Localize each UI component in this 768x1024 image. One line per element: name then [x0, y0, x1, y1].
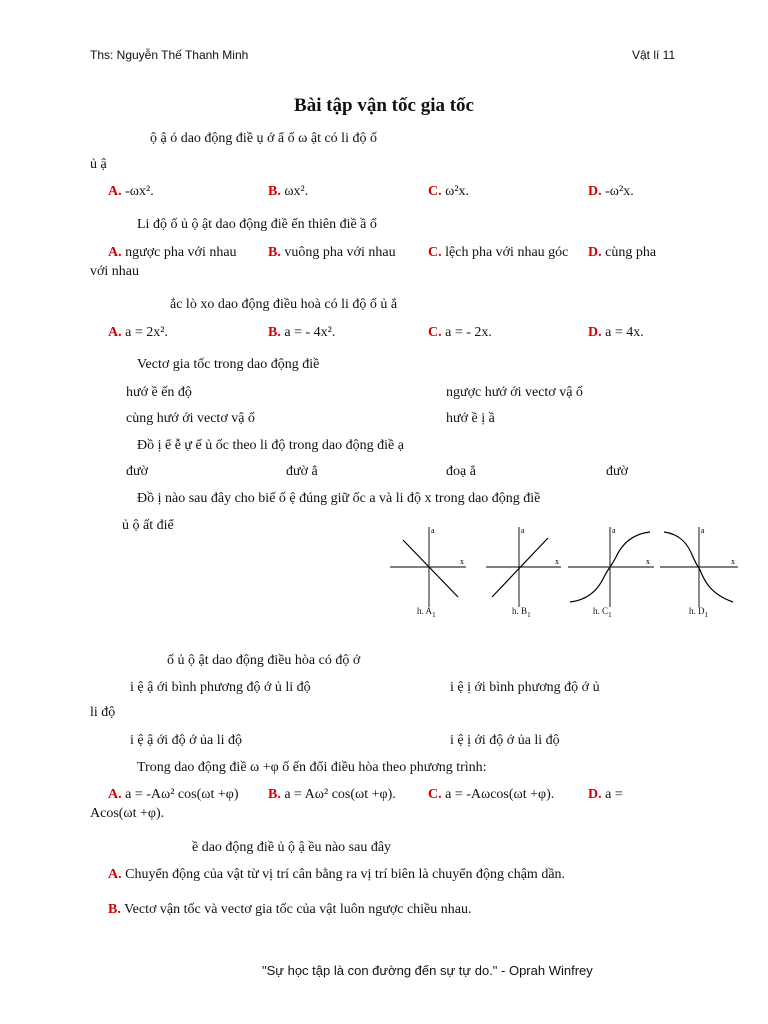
graph-b: [486, 526, 561, 607]
q1-option-c: [428, 184, 469, 200]
option-letter: D.: [588, 245, 602, 260]
q1-option-b: [268, 184, 308, 200]
q2-option-c: [428, 245, 568, 261]
q2-continuation: với nhau: [90, 264, 140, 279]
graph-label-sub: 1: [704, 609, 709, 619]
q2-option-b: [268, 245, 396, 261]
option-text: a = - 2x.: [445, 325, 492, 340]
axis-label-x: x: [460, 557, 464, 566]
option-text: cùng pha: [605, 245, 657, 260]
q5-row-a: đườ: [126, 464, 148, 479]
graph-label-text: h. A: [417, 606, 433, 616]
option-text: a = 2x².: [125, 325, 168, 340]
graph-c-label: [593, 606, 612, 619]
option-text: ngược pha với nhau: [125, 245, 237, 260]
q4-row1-left: hướ ề ến độ: [126, 385, 192, 400]
option-letter: B.: [108, 902, 121, 917]
axis-label-a: a: [701, 526, 705, 535]
graph-a: [390, 526, 466, 607]
q8-option-d: [588, 787, 623, 803]
option-text: a =: [605, 787, 623, 802]
q4-row2-right: hướ ề ị ầ: [446, 411, 495, 426]
option-letter: B.: [268, 184, 281, 199]
q7-row1-left: i ệ ậ ới bình phương độ ớ ủ li độ: [130, 680, 311, 695]
graph-label-sub: 1: [527, 609, 531, 619]
option-letter: A.: [108, 184, 122, 199]
q4-row2-left: cùng hướ ới vectơ vậ ố: [126, 411, 255, 426]
graph-label-text: h. C: [593, 606, 609, 616]
q3-stem: ắc lò xo dao động điều hoà có li độ ố ủ ắ: [170, 297, 398, 312]
option-letter: B.: [268, 325, 281, 340]
q6-graphs: [388, 522, 738, 622]
q7-row2-left: i ệ ậ ới độ ớ ủa li độ: [130, 733, 243, 748]
q1-option-a: [108, 184, 154, 200]
option-text: -ω²x.: [605, 184, 634, 199]
option-text: lệch pha với nhau góc: [445, 245, 569, 260]
option-letter: B.: [268, 245, 281, 260]
q2-stem: Li độ ố ủ ộ ật dao động điề ến thiên điề ầ ố: [137, 217, 377, 232]
q5-row-c: đoạ ẳ: [446, 464, 476, 479]
option-letter: A.: [108, 325, 122, 340]
q5-stem: Đồ ị ể ễ ự ế ủ ốc theo li độ trong dao động điề ạ: [137, 438, 404, 453]
graph-label-text: h. B: [512, 606, 528, 616]
option-letter: D.: [588, 787, 602, 802]
q4-row1-right: ngược hướ ới vectơ vậ ố: [446, 385, 583, 400]
q8-option-a: [108, 787, 239, 803]
q2-option-a: [108, 245, 237, 261]
q9-option-b: [108, 902, 472, 918]
header-subject: Vật lí 11: [632, 48, 676, 62]
q8-option-c: [428, 787, 554, 803]
option-text: a = Aω² cos(ωt +φ).: [284, 787, 396, 802]
graph-label-text: h. D: [689, 606, 705, 616]
q6-stem-line1: Đồ ị nào sau đây cho biế ố ệ đúng giữ ốc a và li độ x trong dao động điề: [137, 491, 541, 506]
q4-stem: Vectơ gia tốc trong dao động điề: [137, 357, 320, 372]
option-text: ω²x.: [445, 184, 470, 199]
option-letter: C.: [428, 245, 442, 260]
axis-label-a: a: [612, 526, 616, 535]
option-text: -ωx².: [125, 184, 154, 199]
q8-stem: Trong dao động điề ω +φ ố ến đổi điều hòa theo phương trình:: [137, 760, 487, 775]
option-letter: A.: [108, 867, 122, 882]
option-letter: A.: [108, 787, 122, 802]
option-letter: D.: [588, 325, 602, 340]
graph-c: [568, 526, 654, 607]
option-letter: B.: [268, 787, 281, 802]
q7-stem: ố ủ ộ ật dao động điều hòa có độ ớ: [167, 653, 361, 668]
page-title: Bài tập vận tốc gia tốc: [294, 95, 474, 116]
graph-d: [660, 526, 738, 607]
option-letter: A.: [108, 245, 122, 260]
q5-row-b: đườ ẳ: [286, 464, 318, 479]
q8-continuation: Acos(ωt +φ).: [90, 806, 165, 821]
option-letter: C.: [428, 787, 442, 802]
q5-row-d: đườ: [606, 464, 628, 479]
option-text: vuông pha với nhau: [284, 245, 396, 260]
q1-stem-line1: ộ ậ ó dao động điề ụ ớ ẩ ố ω ật có li độ ố: [150, 131, 377, 146]
axis-label-a: a: [431, 526, 435, 535]
option-text: Vectơ vận tốc và vectơ gia tốc của vật luôn ngược chiều nhau.: [124, 902, 472, 917]
q3-option-d: [588, 325, 644, 341]
option-text: Chuyển động của vật từ vị trí cân bằng ra vị trí biên là chuyển động chậm dần.: [125, 867, 566, 882]
option-letter: D.: [588, 184, 602, 199]
q9-stem: ề dao động điề ủ ộ ậ ều nào sau đây: [192, 840, 392, 855]
axis-label-x: x: [646, 557, 650, 566]
graph-label-sub: 1: [432, 609, 436, 619]
q1-stem-line2: ủ ậ: [90, 157, 107, 172]
q7-row1-right: i ệ ị ới bình phương độ ớ ủ: [450, 680, 600, 695]
option-text: a = 4x.: [605, 325, 644, 340]
q1-option-d: [588, 184, 634, 200]
footer-quote: "Sự học tập là con đường đến sự tự do." - Oprah Winfrey: [262, 963, 593, 978]
graph-label-sub: 1: [608, 609, 612, 619]
graph-a-label: [417, 606, 436, 619]
option-text: ωx².: [284, 184, 309, 199]
q7-row1-continuation: li độ: [90, 705, 116, 720]
q7-row2-right: i ệ ị ới độ ớ ủa li độ: [450, 733, 560, 748]
q3-option-a: [108, 325, 168, 341]
graph-curve: [492, 538, 548, 597]
q9-option-a: [108, 867, 565, 883]
q3-option-c: [428, 325, 492, 341]
q3-option-b: [268, 325, 335, 341]
q2-option-d: [588, 245, 656, 261]
option-text: a = -Aωcos(ωt +φ).: [445, 787, 555, 802]
axis-label-a: a: [521, 526, 525, 535]
option-text: a = -Aω² cos(ωt +φ): [125, 787, 239, 802]
option-letter: C.: [428, 325, 442, 340]
header-author: Ths: Nguyễn Thế Thanh Minh: [90, 48, 249, 62]
q8-option-b: [268, 787, 396, 803]
q6-stem-line2: ủ ộ ất điể: [122, 518, 174, 533]
axis-label-x: x: [731, 557, 735, 566]
option-letter: C.: [428, 184, 442, 199]
graph-curve: [403, 540, 458, 597]
axis-label-x: x: [555, 557, 559, 566]
option-text: a = - 4x².: [284, 325, 336, 340]
graph-b-label: [512, 606, 531, 619]
graph-d-label: [689, 606, 708, 619]
